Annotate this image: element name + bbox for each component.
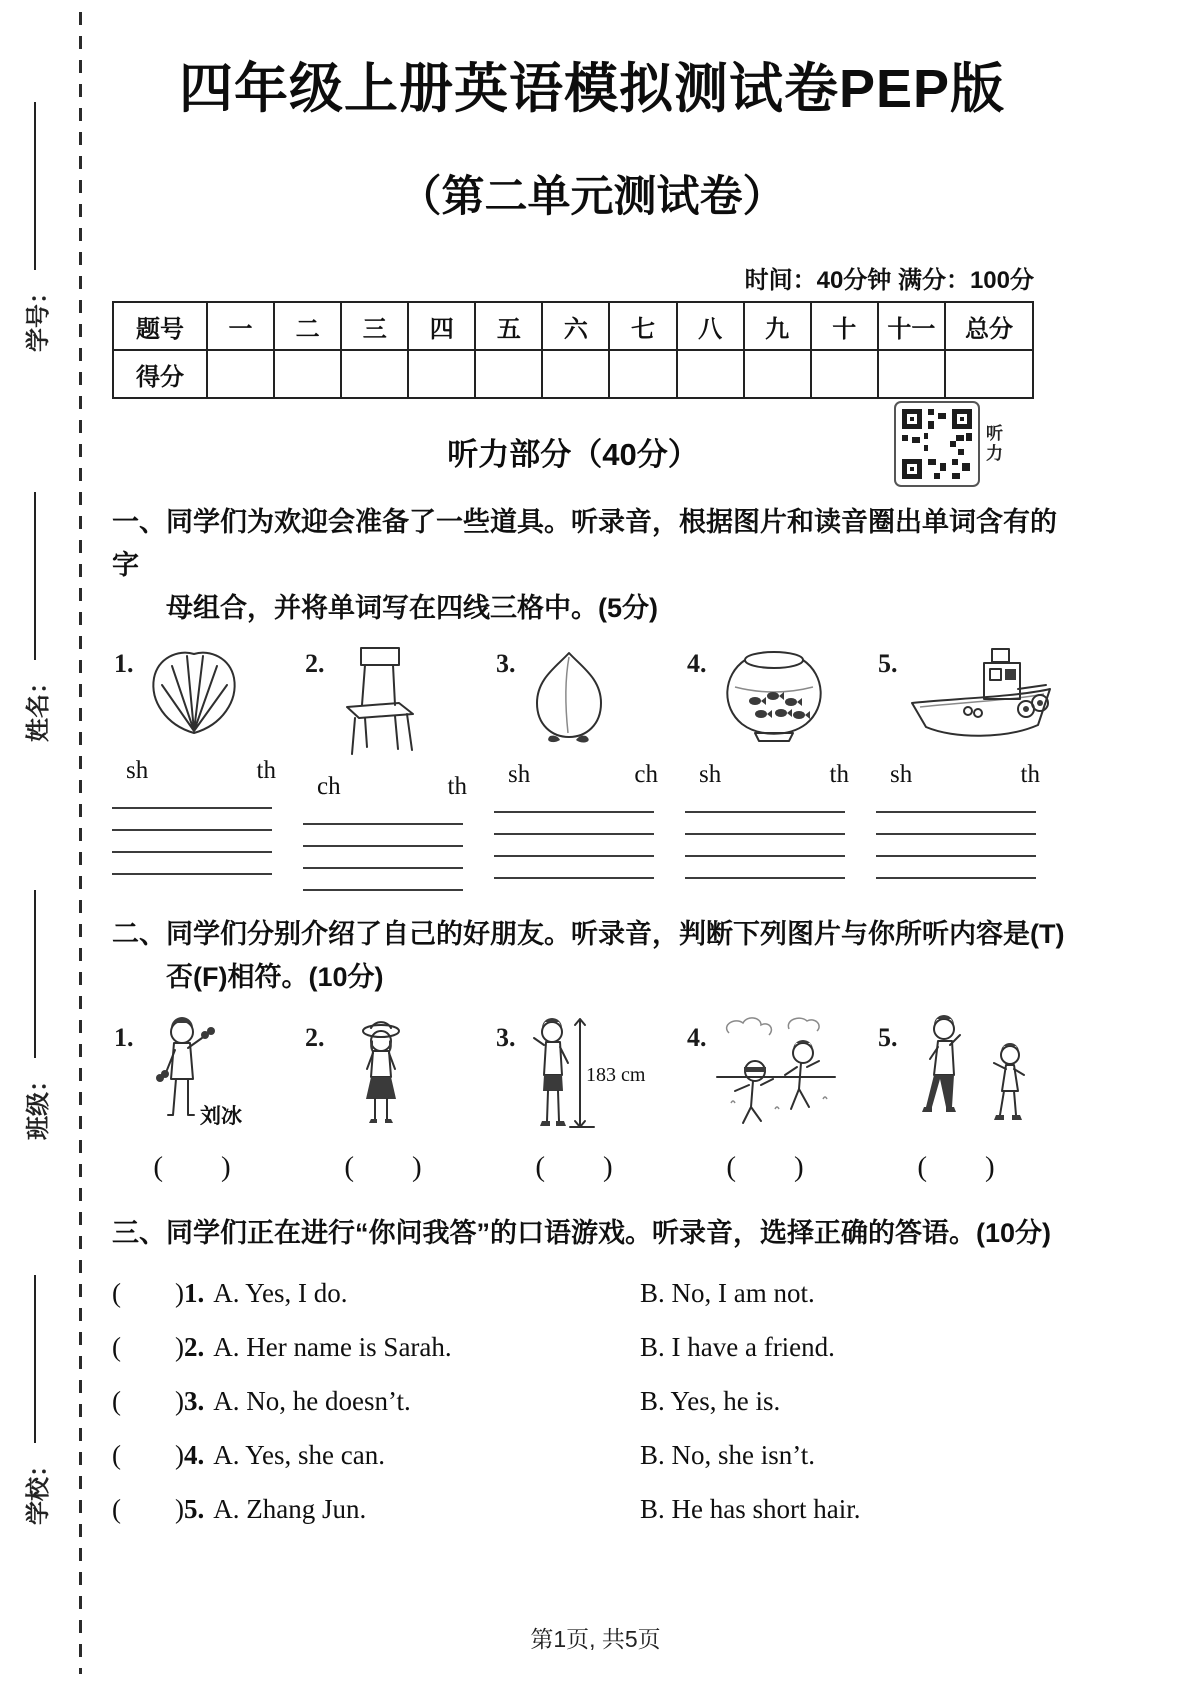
option-a: A. No, he doesn’t. xyxy=(213,1386,411,1417)
section2-item-3 xyxy=(494,1015,685,1184)
name-label: 姓名： xyxy=(24,670,52,742)
section1-item-3 xyxy=(494,645,685,891)
option-a: A. Yes, she can. xyxy=(213,1440,385,1471)
section3-instruction: 三、同学们正在进行“你问我答”的口语游戏。听录音，选择正确的答语。(10分) xyxy=(112,1217,1052,1248)
answer-bracket: ( ) xyxy=(112,1440,184,1471)
qr-caption: 听力 xyxy=(986,424,1003,463)
writing-grid xyxy=(876,811,1036,879)
question-row-4 xyxy=(112,1440,1072,1471)
question-number-label: 题号 xyxy=(113,302,207,350)
option-a: A. Yes, I do. xyxy=(213,1278,348,1309)
page-footer: 第1页, 共5页 xyxy=(530,1626,661,1652)
score-cell xyxy=(274,350,341,398)
section3-questions xyxy=(112,1278,1072,1525)
option-a: A. Zhang Jun. xyxy=(213,1494,367,1525)
item-number: 2. xyxy=(305,648,325,678)
writing-grid xyxy=(112,807,272,875)
item-number: 1. xyxy=(114,648,134,678)
question-number: 2. xyxy=(183,1332,205,1363)
score-cell xyxy=(945,350,1033,398)
answer-bracket: ( ) xyxy=(344,1150,422,1183)
col-3: 三 xyxy=(341,302,408,350)
writing-grid xyxy=(303,823,463,891)
option-letters: sh xyxy=(699,760,722,788)
answer-bracket: ( ) xyxy=(112,1386,184,1417)
girl-with-hat-illustration xyxy=(329,1015,439,1137)
seal-dashed-line xyxy=(79,12,82,1674)
score-cell xyxy=(811,350,878,398)
option-letters: th xyxy=(447,772,467,800)
section2-item-2 xyxy=(303,1015,494,1184)
listening-section-title: 听力部分（40分） xyxy=(447,437,699,472)
margin-field-name xyxy=(18,472,52,742)
item-number: 5. xyxy=(878,1022,898,1052)
score-cell xyxy=(207,350,274,398)
option-letters: th xyxy=(1020,760,1040,788)
name-fill-line xyxy=(34,492,36,660)
two-kids-playing-illustration xyxy=(902,1015,1042,1137)
option-b: B. He has short hair. xyxy=(640,1494,861,1525)
shell-illustration xyxy=(142,645,246,741)
score-cell xyxy=(744,350,811,398)
question-number: 4. xyxy=(183,1440,205,1471)
section2-instruction xyxy=(112,913,1070,999)
page-subtitle: （第二单元测试卷） xyxy=(398,173,786,221)
section1-instruction xyxy=(112,501,1070,631)
section1-items xyxy=(112,645,1070,891)
ship-illustration xyxy=(906,645,1056,745)
question-row-3 xyxy=(112,1386,1072,1417)
section1-instruction-line2: 母组合，并将单词写在四线三格中。(5分) xyxy=(166,593,658,624)
question-number: 5. xyxy=(183,1494,205,1525)
fishbowl-illustration xyxy=(715,645,833,745)
section2-items xyxy=(112,1015,1070,1184)
score-cell xyxy=(408,350,475,398)
chair-illustration xyxy=(333,645,429,757)
item-number: 5. xyxy=(878,648,898,678)
class-label: 班级： xyxy=(24,1068,52,1140)
section1-item-1 xyxy=(112,645,303,891)
section2-instruction-line1: 二、同学们分别介绍了自己的好朋友。听录音，判断下列图片与你所听内容是(T) xyxy=(112,918,1065,949)
student-number-fill-line xyxy=(34,102,36,270)
peach-illustration xyxy=(524,645,614,745)
item-number: 3. xyxy=(496,648,516,678)
option-a: A. Her name is Sarah. xyxy=(213,1332,452,1363)
option-letters: sh xyxy=(126,756,149,784)
man-with-dumbbells-illustration xyxy=(138,1015,258,1137)
score-cell xyxy=(878,350,945,398)
tall-boy-measured-illustration xyxy=(520,1015,660,1137)
listening-qr-code-icon xyxy=(894,401,980,487)
col-5: 五 xyxy=(475,302,542,350)
class-fill-line xyxy=(34,890,36,1058)
option-letters: ch xyxy=(317,772,341,800)
score-cell xyxy=(677,350,744,398)
answer-bracket: ( ) xyxy=(112,1332,184,1363)
answer-bracket: ( ) xyxy=(535,1150,613,1183)
margin-field-student-number xyxy=(18,82,52,352)
answer-bracket: ( ) xyxy=(726,1150,804,1183)
height-label: 183 cm xyxy=(585,1063,645,1086)
option-b: B. No, I am not. xyxy=(640,1278,815,1309)
col-8: 八 xyxy=(677,302,744,350)
score-table-header-row xyxy=(113,302,1033,350)
section1-item-2 xyxy=(303,645,494,891)
col-7: 七 xyxy=(609,302,676,350)
option-letters: ch xyxy=(634,760,658,788)
score-cell xyxy=(609,350,676,398)
time-score-info: 时间：40分钟 满分：100分 xyxy=(744,267,1034,294)
option-b: B. Yes, he is. xyxy=(640,1386,781,1417)
margin-field-class xyxy=(18,870,52,1140)
option-letters: sh xyxy=(508,760,531,788)
school-fill-line xyxy=(34,1275,36,1443)
score-table xyxy=(112,301,1034,399)
option-letters: sh xyxy=(890,760,913,788)
col-11: 十一 xyxy=(878,302,945,350)
item-number: 2. xyxy=(305,1022,325,1052)
item-number: 3. xyxy=(496,1022,516,1052)
question-number: 3. xyxy=(183,1386,205,1417)
col-6: 六 xyxy=(542,302,609,350)
question-row-1 xyxy=(112,1278,1072,1309)
score-label: 得分 xyxy=(113,350,207,398)
option-b: B. I have a friend. xyxy=(640,1332,835,1363)
margin-field-school xyxy=(18,1255,52,1525)
question-row-5 xyxy=(112,1494,1072,1525)
section1-instruction-line1: 一、同学们为欢迎会准备了一些道具。听录音，根据图片和读音圈出单词含有的字 xyxy=(112,507,1057,581)
score-table-score-row xyxy=(113,350,1033,398)
question-number: 1. xyxy=(183,1278,205,1309)
answer-bracket: ( ) xyxy=(112,1494,184,1525)
writing-grid xyxy=(494,811,654,879)
col-2: 二 xyxy=(274,302,341,350)
item-number: 1. xyxy=(114,1022,134,1052)
blindfold-game-illustration xyxy=(711,1015,841,1137)
question-row-2 xyxy=(112,1332,1072,1363)
figure-caption: 刘冰 xyxy=(199,1104,242,1128)
item-number: 4. xyxy=(687,648,707,678)
col-4: 四 xyxy=(408,302,475,350)
col-total: 总分 xyxy=(945,302,1033,350)
section2-item-1 xyxy=(112,1015,303,1184)
student-number-label: 学号： xyxy=(24,280,52,352)
school-label: 学校： xyxy=(24,1453,52,1525)
answer-bracket: ( ) xyxy=(917,1150,995,1183)
option-b: B. No, she isn’t. xyxy=(640,1440,816,1471)
col-1: 一 xyxy=(207,302,274,350)
option-letters: th xyxy=(256,756,276,784)
section2-instruction-line2: 否(F)相符。(10分) xyxy=(166,961,384,992)
item-number: 4. xyxy=(687,1022,707,1052)
score-cell xyxy=(341,350,408,398)
col-9: 九 xyxy=(744,302,811,350)
section1-item-5 xyxy=(876,645,1067,891)
writing-grid xyxy=(685,811,845,879)
section2-item-4 xyxy=(685,1015,876,1184)
answer-bracket: ( ) xyxy=(153,1150,231,1183)
score-cell xyxy=(475,350,542,398)
option-letters: th xyxy=(829,760,849,788)
section2-item-5 xyxy=(876,1015,1067,1184)
col-10: 十 xyxy=(811,302,878,350)
page-title: 四年级上册英语模拟测试卷PEP版 xyxy=(178,59,1006,119)
score-cell xyxy=(542,350,609,398)
section1-item-4 xyxy=(685,645,876,891)
answer-bracket: ( ) xyxy=(112,1278,184,1309)
